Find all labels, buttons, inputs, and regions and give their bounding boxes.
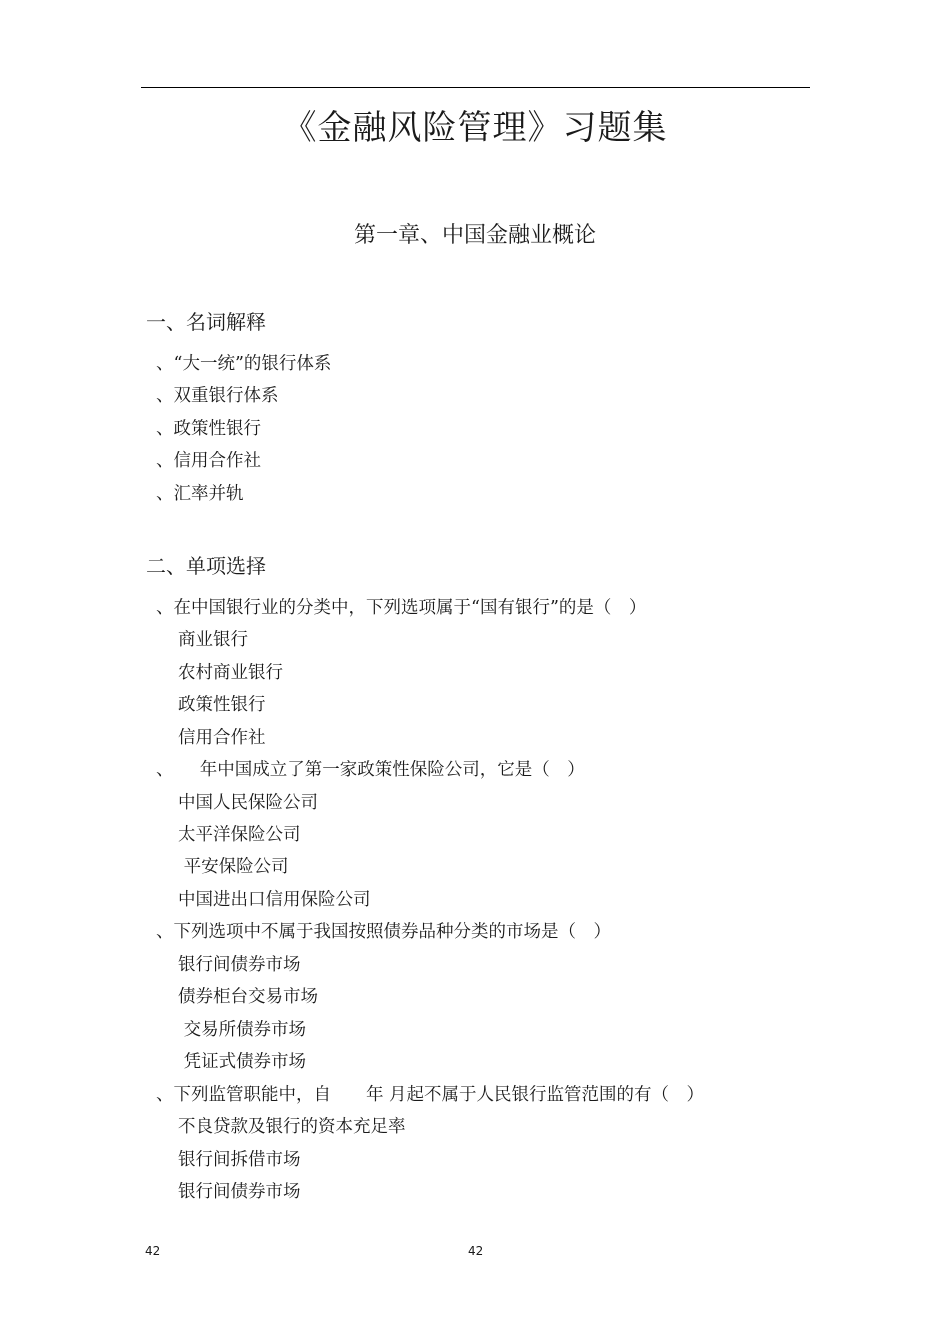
- question-option: 中国人民保险公司: [178, 793, 318, 813]
- question-option: 太平洋保险公司: [178, 825, 301, 845]
- definition-item: 、双重银行体系: [156, 386, 279, 406]
- question-option: 商业银行: [178, 630, 248, 650]
- question-option: 凭证式债券市场: [178, 1052, 307, 1072]
- question-option: 银行间债券市场: [178, 1182, 301, 1202]
- question-stem: 、 年中国成立了第一家政策性保险公司，它是（ ）: [156, 760, 585, 780]
- chapter-title: 第一章、中国金融业概论: [353, 223, 596, 248]
- definition-item: 、汇率并轨: [156, 484, 244, 504]
- document-title: 《金融风险管理》习题集: [282, 108, 668, 148]
- question-option: 银行间债券市场: [178, 955, 301, 975]
- question-option: 信用合作社: [178, 728, 266, 748]
- question-option: 平安保险公司: [178, 857, 289, 877]
- footer-page-number-center: 42: [468, 1244, 484, 1258]
- question-option: 交易所债券市场: [178, 1020, 307, 1040]
- header-rule: [141, 87, 810, 88]
- definition-item: 、“大一统”的银行体系: [156, 354, 332, 374]
- question-option: 政策性银行: [178, 695, 266, 715]
- question-option: 中国进出口信用保险公司: [178, 890, 371, 910]
- question-option: 不良贷款及银行的资本充足率: [178, 1117, 406, 1137]
- section-heading-single-choice: 二、单项选择: [146, 554, 266, 578]
- footer-page-number-left: 42: [145, 1244, 161, 1258]
- question-stem: 、下列监管职能中，自 年 月起不属于人民银行监管范围的有（ ）: [156, 1085, 705, 1105]
- question-stem: 、在中国银行业的分类中，下列选项属于“国有银行”的是（ ）: [156, 598, 647, 618]
- section-heading-definitions: 一、名词解释: [146, 310, 266, 334]
- question-option: 银行间拆借市场: [178, 1150, 301, 1170]
- definition-item: 、政策性银行: [156, 419, 261, 439]
- definition-item: 、信用合作社: [156, 451, 261, 471]
- question-option: 债券柜台交易市场: [178, 987, 318, 1007]
- question-option: 农村商业银行: [178, 663, 283, 683]
- question-stem: 、下列选项中不属于我国按照债券品种分类的市场是（ ）: [156, 922, 611, 942]
